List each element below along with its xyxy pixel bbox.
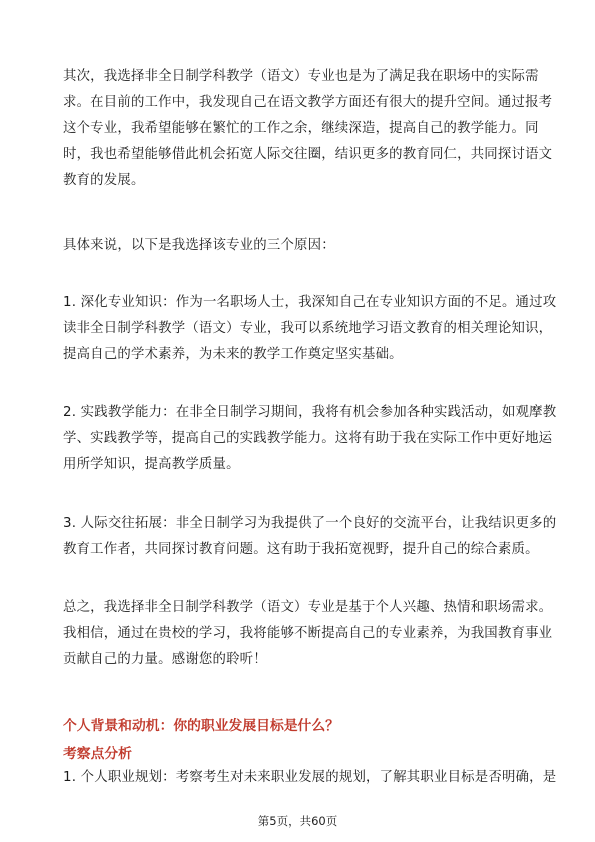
text-line: 具体来说，以下是我选择该专业的三个原因： — [63, 238, 335, 253]
paragraph-three-reasons — [63, 233, 558, 259]
analysis-list — [63, 765, 558, 791]
paragraph-conclusion — [63, 595, 558, 673]
text-line: 求。在目前的工作中，我发现自己在语文教学方面还有很大的提升空间。通过报考 — [63, 95, 553, 110]
text-line: 学、实践教学等，提高自己的实践教学能力。这将有助于我在实际工作中更好地运 — [63, 431, 553, 446]
text-line: 提高自己的学术素养，为未来的教学工作奠定坚实基础。 — [63, 347, 403, 362]
question-heading: 个人背景和动机：你的职业发展目标是什么？ — [63, 718, 339, 734]
text-line: 3. 人际交往拓展：非全日制学习为我提供了一个良好的交流平台，让我结识更多的 — [63, 516, 557, 531]
analysis-heading: 考察点分析 — [63, 746, 132, 762]
text-line: 时，我也希望能够借此机会拓宽人际交往圈，结识更多的教育同仁，共同探讨语文 — [63, 147, 553, 162]
text-line: 这个专业，我希望能够在繁忙的工作之余，继续深造，提高自己的教学能力。同 — [63, 121, 539, 136]
text-line: 教育工作者，共同探讨教育问题。这有助于我拓宽视野，提升自己的综合素质。 — [63, 542, 539, 557]
text-line: 总之，我选择非全日制学科教学（语文）专业是基于个人兴趣、热情和职场需求。 — [63, 600, 553, 615]
page-footer: 第5页，共60页 — [257, 814, 338, 828]
text-line: 我相信，通过在贵校的学习，我将能够不断提高自己的专业素养，为我国教育事业 — [63, 626, 553, 641]
paragraph-reason-3 — [63, 511, 558, 563]
paragraph-reason-1 — [63, 290, 558, 368]
paragraph-reason-2 — [63, 400, 558, 478]
paragraph-reason-intro — [63, 64, 558, 194]
analysis-item: 1. 个人职业规划：考察考生对未来职业发展的规划，了解其职业目标是否明确，是 — [63, 770, 557, 785]
text-line: 其次，我选择非全日制学科教学（语文）专业也是为了满足我在职场中的实际需 — [63, 69, 539, 84]
text-line: 1. 深化专业知识：作为一名职场人士，我深知自己在专业知识方面的不足。通过攻 — [63, 295, 557, 310]
text-line: 2. 实践教学能力：在非全日制学习期间，我将有机会参加各种实践活动，如观摩教 — [63, 405, 557, 420]
text-line: 教育的发展。 — [63, 173, 145, 188]
text-line: 用所学知识，提高教学质量。 — [63, 457, 240, 472]
text-line: 贡献自己的力量。感谢您的聆听！ — [63, 652, 267, 667]
text-line: 读非全日制学科教学（语文）专业，我可以系统地学习语文教育的相关理论知识， — [63, 321, 553, 336]
